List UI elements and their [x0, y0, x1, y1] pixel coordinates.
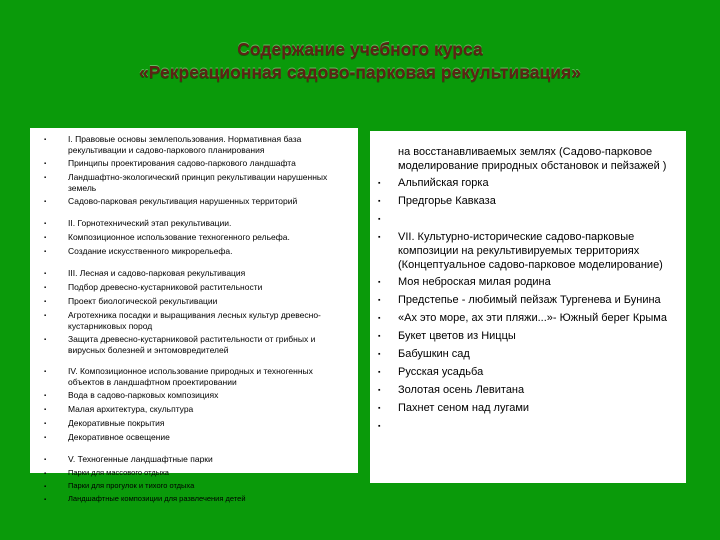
list-item — [44, 454, 350, 466]
list-item-text: Композиционное использование техногенного рельефа. — [68, 232, 290, 242]
list-item-text: Малая архитектура, скульптура — [68, 404, 194, 414]
bullet-icon: ▪ — [44, 471, 47, 477]
list-item — [378, 365, 678, 380]
list-item-text: «Ах это море, ах эти пляжи...»- Южный берег Крыма — [398, 312, 667, 324]
list-group — [44, 366, 350, 444]
list-item — [44, 494, 350, 505]
list-item-text: I. Правовые основы землепользования. Нормативная база рекультивации и садово-паркового планирования — [68, 134, 302, 155]
list-item — [378, 194, 678, 209]
list-item-text: Ландшафтно-экологический принцип рекультивации нарушенных земель — [68, 172, 328, 193]
list-item-text: Бабушкин сад — [398, 348, 470, 360]
bullet-icon: ▪ — [44, 421, 47, 427]
list-item-text: Моя неброская милая родина — [398, 276, 551, 288]
slide-title-line1: Содержание учебного курса — [237, 39, 483, 59]
list-item-text: Вода в садово-парковых композициях — [68, 390, 219, 400]
list-item-text: Создание искусственного микрорельефа. — [68, 246, 233, 256]
bullet-icon: ▪ — [44, 337, 47, 343]
list-item — [44, 196, 350, 208]
list-item — [44, 246, 350, 258]
list-item — [44, 334, 350, 356]
list-item — [44, 282, 350, 294]
bullet-icon: ▪ — [378, 405, 381, 412]
bullet-icon: ▪ — [44, 175, 47, 181]
list-item-text: Альпийская горка — [398, 177, 489, 189]
list-item-text: Золотая осень Левитана — [398, 384, 525, 396]
bullet-icon: ▪ — [378, 234, 381, 241]
bullet-icon: ▪ — [44, 199, 47, 205]
bullet-icon: ▪ — [44, 484, 47, 490]
list-item — [44, 404, 350, 416]
bullet-icon: ▪ — [378, 297, 381, 304]
bullet-icon: ▪ — [44, 497, 47, 503]
bullet-icon: ▪ — [44, 313, 47, 319]
list-group — [44, 454, 350, 505]
list-item — [44, 172, 350, 194]
bullet-icon: ▪ — [378, 387, 381, 394]
list-item — [44, 390, 350, 402]
list-item — [378, 347, 678, 362]
list-item — [378, 212, 678, 227]
list-item — [44, 468, 350, 479]
bullet-icon: ▪ — [378, 351, 381, 358]
list-item-text: Парки для прогулок и тихого отдыха — [68, 481, 195, 490]
list-item — [378, 176, 678, 191]
list-item-text: Садово-парковая рекультивация нарушенных территорий — [68, 196, 298, 206]
list-item-text — [398, 212, 678, 223]
bullet-icon: ▪ — [44, 407, 47, 413]
list-group — [44, 218, 350, 258]
list-item — [378, 329, 678, 344]
bullet-icon: ▪ — [44, 393, 47, 399]
bullet-icon — [378, 145, 398, 146]
list-item — [378, 275, 678, 290]
slide-title — [0, 38, 720, 84]
bullet-icon: ▪ — [44, 235, 47, 241]
bullet-icon: ▪ — [378, 333, 381, 340]
list-item-text: II. Горнотехнический этап рекультивации. — [68, 218, 232, 228]
list-item — [44, 481, 350, 492]
list-item-text: V. Техногенные ландшафтные парки — [68, 454, 213, 464]
bullet-icon: ▪ — [378, 198, 381, 205]
list-item — [44, 366, 350, 388]
list-item — [44, 218, 350, 230]
list-item — [378, 311, 678, 326]
list-item — [378, 401, 678, 416]
list-item-text: Агротехника посадки и выращивания лесных культур древесно-кустарниковых пород — [68, 310, 321, 331]
list-item-text: III. Лесная и садово-парковая рекультивация — [68, 268, 246, 278]
bullet-icon: ▪ — [44, 137, 47, 143]
bullet-icon: ▪ — [44, 369, 47, 375]
list-item-text: Предстепье - любимый пейзаж Тургенева и Бунина — [398, 294, 661, 306]
list-item-text: Декоративные покрытия — [68, 418, 165, 428]
bullet-icon: ▪ — [44, 249, 47, 255]
list-item — [44, 418, 350, 430]
bullet-icon: ▪ — [378, 216, 381, 223]
bullet-icon: ▪ — [378, 369, 381, 376]
bullet-icon: ▪ — [378, 315, 381, 322]
list-item-text: Принципы проектирования садово-паркового ландшафта — [68, 158, 296, 168]
list-item-text — [398, 419, 678, 430]
bullet-icon: ▪ — [44, 271, 47, 277]
list-item — [378, 145, 678, 173]
list-item-text: Проект биологической рекультивации — [68, 296, 218, 306]
right-content-box — [370, 131, 686, 483]
bullet-icon: ▪ — [44, 457, 47, 463]
list-item-text: Парки для массового отдыха — [68, 468, 169, 477]
list-item — [44, 268, 350, 280]
list-item-text: Ландшафтные композиции для развлечения детей — [68, 494, 246, 503]
bullet-icon: ▪ — [44, 161, 47, 167]
list-item-text: IV. Композиционное использование природных и техногенных объектов в ландшафтном проектировании — [68, 366, 313, 387]
list-item — [44, 158, 350, 170]
list-item — [44, 296, 350, 308]
bullet-icon: ▪ — [44, 285, 47, 291]
list-item — [44, 232, 350, 244]
list-item — [44, 310, 350, 332]
bullet-icon: ▪ — [378, 180, 381, 187]
bullet-icon: ▪ — [378, 423, 381, 430]
bullet-icon: ▪ — [378, 279, 381, 286]
list-item — [378, 383, 678, 398]
list-group — [44, 268, 350, 356]
left-content-box — [30, 128, 358, 503]
list-item — [44, 432, 350, 444]
list-item — [378, 230, 678, 272]
list-item-text: на восстанавливаемых землях (Садово-парковое моделирование природных обстановок и пейзажей ) — [398, 146, 667, 172]
bullet-icon: ▪ — [44, 221, 47, 227]
list-item — [378, 419, 678, 434]
list-item-text: Защита древесно-кустарниковой растительности от грибных и вирусных болезней и энтомовредителей — [68, 334, 316, 355]
list-item-text: Предгорье Кавказа — [398, 195, 496, 207]
list-item-text: Подбор древесно-кустарниковой растительности — [68, 282, 263, 292]
bullet-icon: ▪ — [44, 299, 47, 305]
list-item-text: Пахнет сеном над лугами — [398, 402, 530, 414]
slide-title-line2: «Рекреационная садово-парковая рекультивация» — [139, 62, 581, 82]
list-item-text: Русская усадьба — [398, 366, 484, 378]
bullet-icon: ▪ — [44, 435, 47, 441]
list-item-text: VII. Культурно-исторические садово-парковые композиции на рекультивируемых территориях (Концептуальное садово-парковое моделирование) — [398, 231, 663, 271]
list-item-text: Букет цветов из Ниццы — [398, 330, 516, 342]
list-item — [378, 293, 678, 308]
list-item-text: Декоративное освещение — [68, 432, 170, 442]
list-item — [44, 134, 350, 156]
list-group — [44, 134, 350, 208]
